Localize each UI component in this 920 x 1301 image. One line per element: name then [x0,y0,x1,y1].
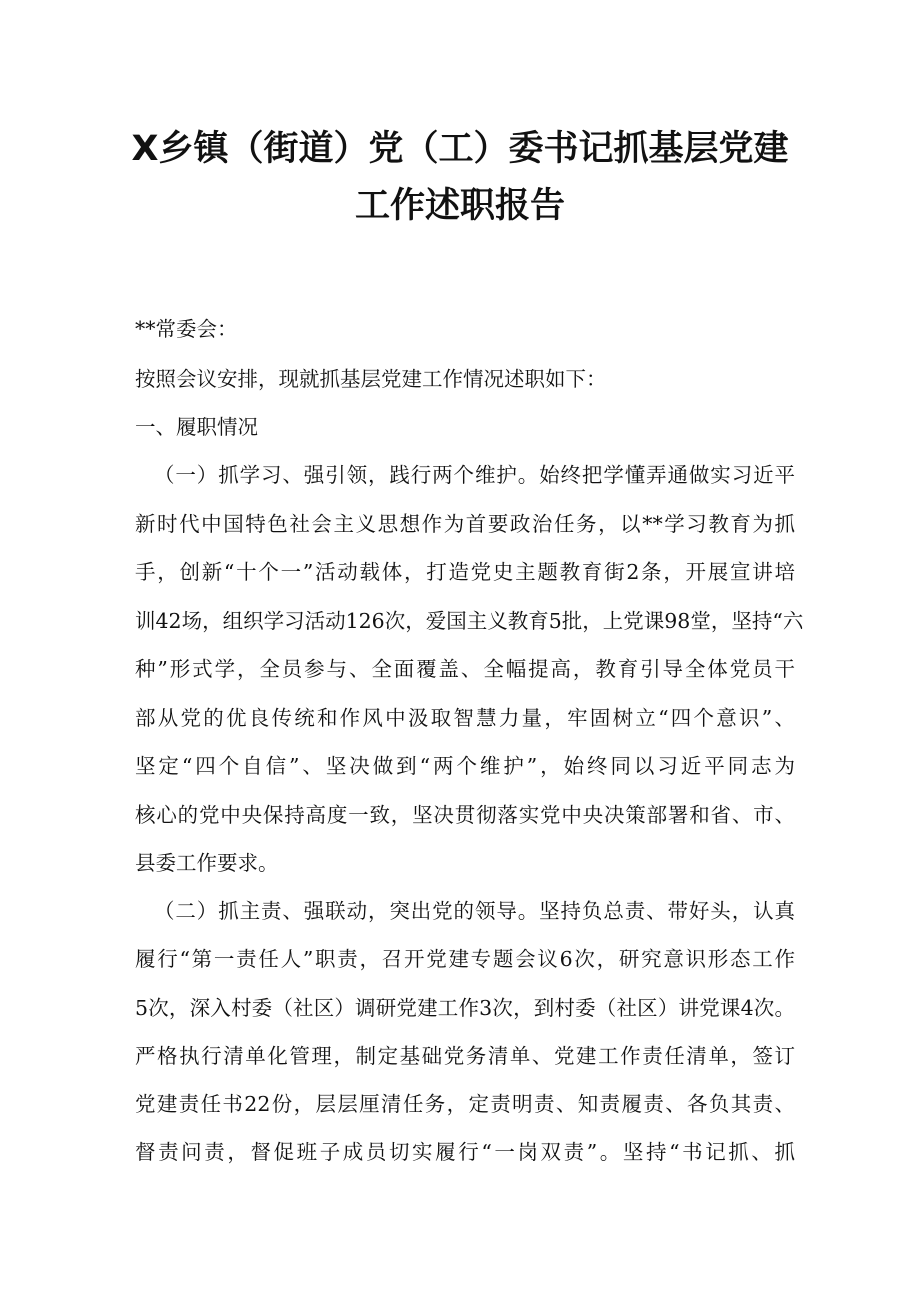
document-title-line-2: 工作述职报告 [354,186,565,226]
paragraph-1-line: 县委工作要求。 [135,851,279,875]
document-title-line-1: X乡镇（街道）党（工）委书记抓基层党建 [131,129,789,169]
paragraph-2-line: 履行“第一责任人”职责，召开党建专题会议6次，研究意识形态工作 [135,947,795,971]
paragraph-1-line: 核心的党中央保持高度一致，坚决贯彻落实党中央决策部署和省、市、 [135,803,795,827]
paragraph-1-line: 新时代中国特色社会主义思想作为首要政治任务，以**学习教育为抓 [135,512,795,536]
paragraph-2-line: （二）抓主责、强联动，突出党的领导。坚持负总责、带好头，认真 [154,899,795,923]
intro-paragraph: 按照会议安排，现就抓基层党建工作情况述职如下： [135,367,607,391]
paragraph-1-line: 坚定“四个自信”、坚决做到“两个维护”，始终同以习近平同志为 [135,754,795,778]
paragraph-1-line: 种”形式学，全员参与、全面覆盖、全幅提高，教育引导全体党员干 [135,657,795,681]
paragraph-1-line: 手，创新“十个一”活动载体，打造党史主题教育街2条，开展宣讲培 [135,560,795,584]
paragraph-2-line: 5次，深入村委（社区）调研党建工作3次，到村委（社区）讲党课4次。 [135,996,795,1020]
paragraph-1-line: 训42场，组织学习活动126次，爱国主义教育5批，上党课98堂，坚持“六 [135,609,804,633]
section-heading-1: 一、履职情况 [135,415,258,439]
salutation: **常委会： [135,317,238,341]
paragraph-1-line: 部从党的优良传统和作风中汲取智慧力量，牢固树立“四个意识”、 [135,706,795,730]
paragraph-1-line: （一）抓学习、强引领，践行两个维护。始终把学懂弄通做实习近平 [154,463,795,487]
paragraph-2-line: 严格执行清单化管理，制定基础党务清单、党建工作责任清单，签订 [135,1044,795,1068]
paragraph-2-line: 党建责任书22份，层层厘清任务，定责明责、知责履责、各负其责、 [135,1092,795,1116]
paragraph-2-line: 督责问责，督促班子成员切实履行“一岗双责”。坚持“书记抓、抓 [135,1140,795,1164]
